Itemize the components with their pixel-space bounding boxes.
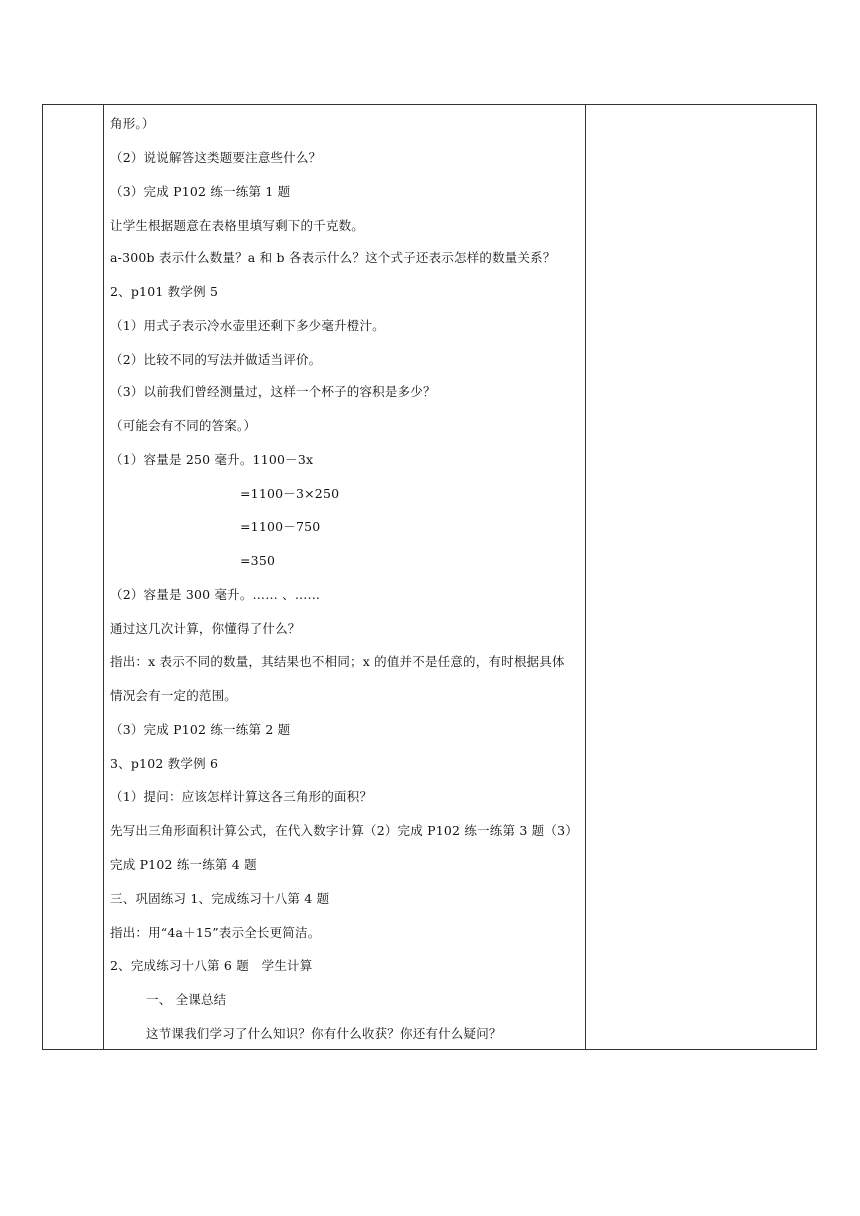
text-line: 三、巩固练习 1、完成练习十八第 4 题 [110, 891, 330, 906]
text-line: （3）完成 P102 练一练第 1 题 [110, 184, 291, 199]
text-line: 指出：用“4a＋15”表示全长更简洁。 [110, 925, 321, 940]
lesson-plan-table [42, 104, 817, 1050]
text-line: 先写出三角形面积计算公式，在代入数字计算（2）完成 P102 练一练第 3 题（3） [110, 823, 578, 838]
text-line: 3、p102 教学例 6 [110, 756, 219, 771]
text-line: =350 [240, 553, 276, 568]
text-line: 情况会有一定的范围。 [110, 688, 238, 703]
text-line: 一、 全课总结 [146, 992, 227, 1007]
text-line: 角形。） [110, 116, 155, 131]
column-divider-left [103, 105, 104, 1049]
text-line: 通过这几次计算，你懂得了什么？ [110, 621, 301, 636]
text-line: （1）容量是 250 毫升。1100－3x [110, 452, 314, 467]
text-line: 指出：x 表示不同的数量，其结果也不相同；x 的值并不是任意的，有时根据具体 [110, 654, 565, 669]
text-line: （1）用式子表示冷水壶里还剩下多少毫升橙汁。 [110, 318, 385, 333]
text-line: （可能会有不同的答案。） [110, 418, 257, 433]
text-line: （1）提问：应该怎样计算这各三角形的面积？ [110, 789, 373, 804]
text-line: =1100－3×250 [240, 486, 340, 501]
text-line: =1100－750 [240, 519, 321, 534]
text-line: 完成 P102 练一练第 4 题 [110, 857, 257, 872]
column-divider-right [585, 105, 586, 1049]
text-line: a-300b 表示什么数量？a 和 b 各表示什么？这个式子还表示怎样的数量关系？ [110, 250, 556, 265]
text-line: （3）完成 P102 练一练第 2 题 [110, 722, 291, 737]
text-line: 让学生根据题意在表格里填写剩下的千克数。 [110, 218, 365, 233]
text-line: 2、完成练习十八第 6 题 学生计算 [110, 958, 313, 973]
text-line: 2、p101 教学例 5 [110, 284, 219, 299]
text-line: （3）以前我们曾经测量过，这样一个杯子的容积是多少？ [110, 384, 436, 399]
text-line: （2）说说解答这类题要注意些什么？ [110, 150, 322, 165]
text-line: （2）比较不同的写法并做适当评价。 [110, 352, 322, 367]
text-line: （2）容量是 300 毫升。…… 、…… [110, 587, 321, 602]
text-line: 这节课我们学习了什么知识？你有什么收获？你还有什么疑问？ [146, 1026, 502, 1041]
